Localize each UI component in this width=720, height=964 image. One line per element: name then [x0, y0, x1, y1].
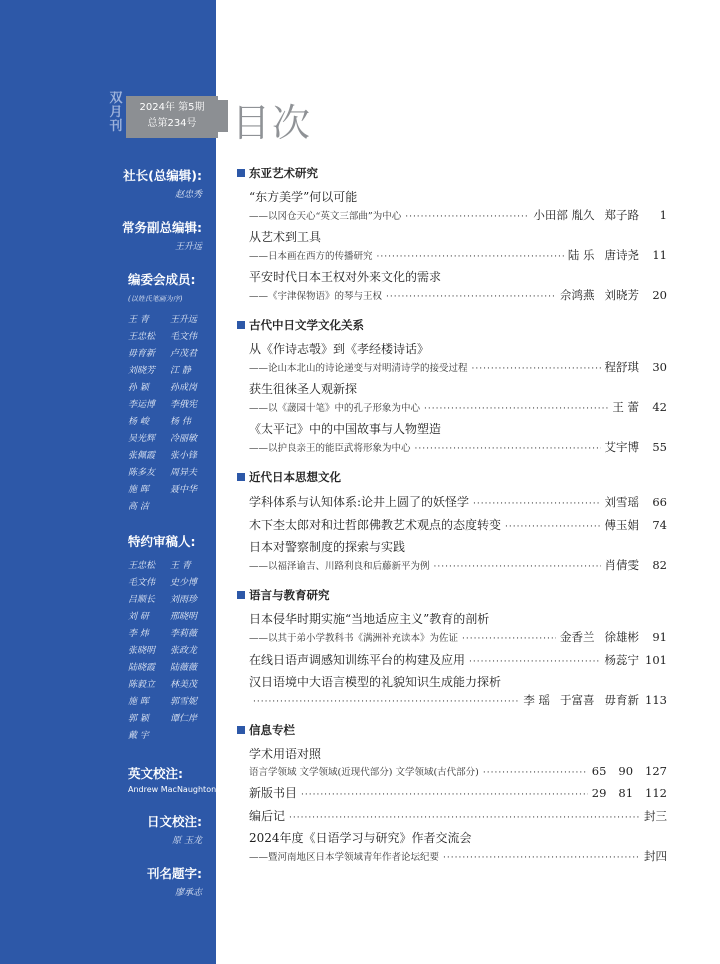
entry-row — [249, 516, 667, 533]
calligraphy-block — [147, 864, 202, 898]
article-subtitle: ——以福泽谕吉、川路利良和后藤新平为例 — [249, 561, 430, 572]
page-numbers — [644, 848, 667, 864]
article-title: 2024年度《日语学习与研究》作者交流会 — [249, 831, 472, 845]
dot-leader — [253, 697, 519, 707]
reviewer-name: 郭雪妮 — [170, 697, 198, 707]
member-name: 吴光辉 — [128, 434, 156, 444]
reviewer-name: 陆晓霞 — [128, 663, 156, 673]
en-proof-name: Andrew MacNaughton — [128, 785, 217, 794]
page-number: 112 — [645, 786, 667, 800]
entry-row — [249, 807, 667, 824]
toc-entry — [237, 746, 667, 778]
member-name: 刘晓芳 — [128, 366, 156, 376]
member-name: 冷丽敏 — [170, 434, 198, 444]
page-number: 66 — [652, 495, 667, 509]
toc-entry — [237, 381, 667, 415]
author-name: 唐诗尧 — [604, 248, 639, 262]
page-number: 封三 — [644, 809, 667, 823]
article-title: 汉日语境中大语言模型的礼貌知识生成能力探析 — [249, 675, 502, 689]
reviewer-name: 林美茂 — [170, 680, 198, 690]
page-number: 81 — [618, 786, 634, 800]
reviewer-name: 谭仁岸 — [170, 714, 198, 724]
president-name: 赵忠秀 — [174, 190, 202, 200]
reviewer-name: 史少博 — [170, 578, 198, 588]
member-name: 江 静 — [170, 366, 191, 376]
calligraphy-label: 刊名题字: — [147, 866, 202, 881]
dot-leader — [434, 562, 601, 572]
reviewer-name: 王 青 — [170, 561, 191, 571]
reviewer-name: 戴 宇 — [128, 731, 149, 741]
subtitle-row — [249, 287, 667, 303]
author-name: 肖倩雯 — [604, 558, 639, 572]
article-subtitle: ——以其于弟小学教科书《满洲补充读本》为佐证 — [249, 633, 459, 644]
jp-proof-name: 原 玉龙 — [172, 836, 202, 846]
page-number: 55 — [652, 440, 667, 454]
author-name: 于富喜 — [560, 693, 595, 707]
article-title: 从艺术到工具 — [249, 230, 322, 244]
member-name: 高 洁 — [128, 502, 149, 512]
subtitle-row — [249, 439, 667, 455]
dot-leader — [462, 634, 556, 644]
article-title: 《太平记》中的中国故事与人物塑造 — [249, 422, 442, 436]
page-number: 封四 — [644, 849, 667, 863]
reviewer-name: 刘雨珍 — [170, 595, 198, 605]
page-numbers — [592, 786, 667, 800]
entry-row — [249, 651, 667, 668]
dot-leader — [415, 444, 601, 454]
member-name: 卢茂君 — [170, 349, 198, 359]
members-note: (以姓氏笔画为序) — [128, 295, 183, 303]
article-subtitle: ——以护良亲王的能臣武将形象为中心 — [249, 443, 411, 454]
article-title: 学术用语对照 — [249, 747, 322, 761]
section-header — [237, 469, 667, 485]
toc-entry — [237, 516, 667, 533]
toc-entry — [237, 784, 667, 801]
subtitle-row — [249, 359, 667, 375]
page-number: 90 — [618, 764, 634, 778]
page-number: 91 — [652, 630, 667, 644]
reviewer-name: 毛文伟 — [128, 578, 156, 588]
toc-section — [237, 317, 667, 455]
section-marker-icon — [237, 591, 245, 599]
en-proof-block — [128, 764, 216, 794]
toc-section — [237, 722, 667, 864]
reviewer-name: 李莉薇 — [170, 629, 198, 639]
page-number: 11 — [652, 248, 667, 262]
issue-box — [126, 96, 218, 138]
toc-section — [237, 469, 667, 573]
article-subtitle: ——《宇津保物语》的琴与王权 — [249, 291, 383, 302]
member-name: 孙成岗 — [170, 383, 198, 393]
entry-row — [249, 493, 667, 510]
page-number: 82 — [652, 558, 667, 572]
article-subtitle: ——以冈仓天心“英文三部曲”为中心 — [249, 211, 402, 222]
page-number: 101 — [645, 653, 667, 667]
article-subtitle: 语言学领域 文学领域(近现代部分) 文学领域(古代部分) — [249, 767, 479, 778]
issue-total: 总第234号 — [147, 118, 197, 129]
article-title: 日本侵华时期实施“当地适应主义”教育的剖析 — [249, 612, 490, 626]
article-title: 日本对警察制度的探索与实践 — [249, 540, 406, 554]
author-name: 刘晓芳 — [604, 288, 639, 302]
author-name: 金香兰 — [560, 630, 595, 644]
subtitle-row — [249, 848, 667, 864]
members-label: 编委会成员: — [128, 272, 196, 287]
member-name: 李俄宪 — [170, 400, 198, 410]
reviewers-block — [128, 532, 212, 743]
member-name: 毛文伟 — [170, 332, 198, 342]
dot-leader — [473, 499, 600, 509]
dot-leader — [505, 522, 600, 532]
author-name: 陆 乐 — [567, 248, 595, 262]
reviewer-name: 吕顺长 — [128, 595, 156, 605]
subtitle-row — [249, 399, 667, 415]
member-name: 周异夫 — [170, 468, 198, 478]
section-header — [237, 587, 667, 603]
member-name: 陈多友 — [128, 468, 156, 478]
page-numbers — [644, 808, 667, 824]
members-block — [128, 270, 212, 514]
issue-number: 2024年 第5期 — [139, 102, 205, 113]
subtitle-row — [249, 207, 667, 223]
member-name: 施 晖 — [128, 485, 149, 495]
reviewer-name: 邢晓明 — [170, 612, 198, 622]
dot-leader — [377, 252, 564, 262]
dot-leader — [386, 292, 556, 302]
reviewer-name: 张晓明 — [128, 646, 156, 656]
toc-entry — [237, 674, 667, 708]
reviewer-name: 施 晖 — [128, 697, 149, 707]
sidebar — [0, 0, 216, 964]
reviewers-list — [128, 559, 212, 743]
exec-editor-name: 王升远 — [174, 242, 202, 252]
page-number: 74 — [652, 518, 667, 532]
reviewer-name: 李 炜 — [128, 629, 149, 639]
member-name: 王忠松 — [128, 332, 156, 342]
section-marker-icon — [237, 169, 245, 177]
page-number: 65 — [591, 764, 607, 778]
dot-leader — [472, 364, 601, 374]
article-title: 平安时代日本王权对外来文化的需求 — [249, 270, 442, 284]
page-number: 127 — [645, 764, 667, 778]
author-name: 李 瑶 — [523, 693, 550, 707]
toc-entry — [237, 493, 667, 510]
author-name: 王 蕾 — [612, 400, 639, 414]
author-name: 刘雪瑶 — [604, 495, 639, 509]
article-title: 新版书目 — [249, 786, 298, 800]
dot-leader — [469, 657, 600, 667]
title-accent-bar — [216, 100, 228, 132]
president-block — [123, 166, 202, 200]
exec-editor-label: 常务副总编辑: — [122, 220, 202, 235]
member-name: 王升远 — [170, 315, 198, 325]
toc-section — [237, 587, 667, 708]
member-name: 杨 伟 — [170, 417, 191, 427]
author-name: 程舒琪 — [604, 360, 639, 374]
entry-row — [249, 784, 667, 801]
subtitle-row — [249, 629, 667, 645]
article-title: 获生徂徕圣人观新探 — [249, 382, 358, 396]
member-name: 张佩霞 — [128, 451, 156, 461]
member-name: 张小锋 — [170, 451, 198, 461]
page-number: 20 — [652, 288, 667, 302]
en-proof-label: 英文校注: — [128, 766, 183, 781]
section-header — [237, 722, 667, 738]
calligraphy-name: 廖承志 — [174, 888, 202, 898]
article-subtitle: ——日本画在西方的传播研究 — [249, 251, 373, 262]
member-name: 杨 峻 — [128, 417, 149, 427]
toc-entry — [237, 189, 667, 223]
author-name: 郑子路 — [604, 208, 639, 222]
section-marker-icon — [237, 473, 245, 481]
page-number: 29 — [591, 786, 607, 800]
article-title: 学科体系与认知体系:论井上圆了的妖怪学 — [249, 495, 470, 509]
exec-editor-block — [122, 218, 202, 252]
toc-entry — [237, 539, 667, 573]
toc-entry — [237, 269, 667, 303]
subtitle-row — [249, 764, 667, 778]
toc-entry — [237, 651, 667, 668]
author-name: 徐雄彬 — [604, 630, 639, 644]
reviewer-name: 刘 研 — [128, 612, 149, 622]
author-name: 杨蕊宁 — [604, 653, 639, 667]
reviewer-name: 王忠松 — [128, 561, 156, 571]
dot-leader — [424, 404, 608, 414]
member-name: 聂中华 — [170, 485, 198, 495]
member-name: 孙 颖 — [128, 383, 149, 393]
reviewer-name: 张政龙 — [170, 646, 198, 656]
reviewer-name: 陈毅立 — [128, 680, 156, 690]
toc-section — [237, 165, 667, 303]
section-header — [237, 317, 667, 333]
subtitle-row — [249, 557, 667, 573]
dot-leader — [289, 813, 640, 823]
toc-entry — [237, 341, 667, 375]
article-title: “东方美学”何以可能 — [249, 190, 358, 204]
article-title: 从《作诗志彀》到《孝经楼诗话》 — [249, 342, 430, 356]
subtitle-row — [249, 247, 667, 263]
article-subtitle: ——以《蘐园十笔》中的孔子形象为中心 — [249, 403, 421, 414]
reviewers-label: 特约审稿人: — [128, 534, 196, 549]
article-subtitle: ——论山本北山的诗论递变与对明清诗学的接受过程 — [249, 363, 468, 374]
section-marker-icon — [237, 726, 245, 734]
members-list — [128, 313, 212, 514]
page-number: 113 — [645, 693, 667, 707]
president-label: 社长(总编辑): — [123, 168, 202, 183]
section-title: 信息专栏 — [249, 723, 295, 737]
author-name: 小田部 胤久 — [533, 208, 595, 222]
member-name: 王 青 — [128, 315, 149, 325]
author-name: 傅玉娟 — [604, 518, 639, 532]
reviewer-name: 陆薇薇 — [170, 663, 198, 673]
table-of-contents — [237, 165, 667, 878]
author-row — [249, 692, 667, 708]
periodical-label: 双月刊 — [109, 91, 123, 134]
member-name: 李运博 — [128, 400, 156, 410]
section-title: 古代中日文学文化关系 — [249, 318, 364, 332]
dot-leader — [301, 790, 588, 800]
article-title: 编后记 — [249, 809, 286, 823]
author-name: 艾宇博 — [604, 440, 639, 454]
jp-proof-block — [147, 812, 202, 846]
toc-entry — [237, 830, 667, 864]
section-marker-icon — [237, 321, 245, 329]
page-number: 1 — [659, 208, 667, 222]
dot-leader — [443, 853, 640, 863]
reviewer-name: 郭 颖 — [128, 714, 149, 724]
article-title: 在线日语声调感知训练平台的构建及应用 — [249, 653, 466, 667]
page-number: 30 — [652, 360, 667, 374]
toc-entry — [237, 421, 667, 455]
page-title: 目次 — [232, 101, 313, 145]
toc-entry — [237, 229, 667, 263]
section-header — [237, 165, 667, 181]
article-title: 木下杢太郎对和辻哲郎佛教艺术观点的态度转变 — [249, 518, 502, 532]
dot-leader — [483, 768, 588, 778]
section-title: 东亚艺术研究 — [249, 166, 318, 180]
page-numbers — [592, 764, 667, 778]
jp-proof-label: 日文校注: — [147, 814, 202, 829]
page-number: 42 — [652, 400, 667, 414]
toc-entry — [237, 807, 667, 824]
article-subtitle: ——暨河南地区日本学领域青年作者论坛纪要 — [249, 852, 440, 863]
member-name: 毋育新 — [128, 349, 156, 359]
dot-leader — [405, 212, 529, 222]
author-name: 佘鸿燕 — [560, 288, 595, 302]
toc-entry — [237, 611, 667, 645]
author-name: 毋育新 — [604, 693, 639, 707]
section-title: 近代日本思想文化 — [249, 470, 341, 484]
section-title: 语言与教育研究 — [249, 588, 330, 602]
